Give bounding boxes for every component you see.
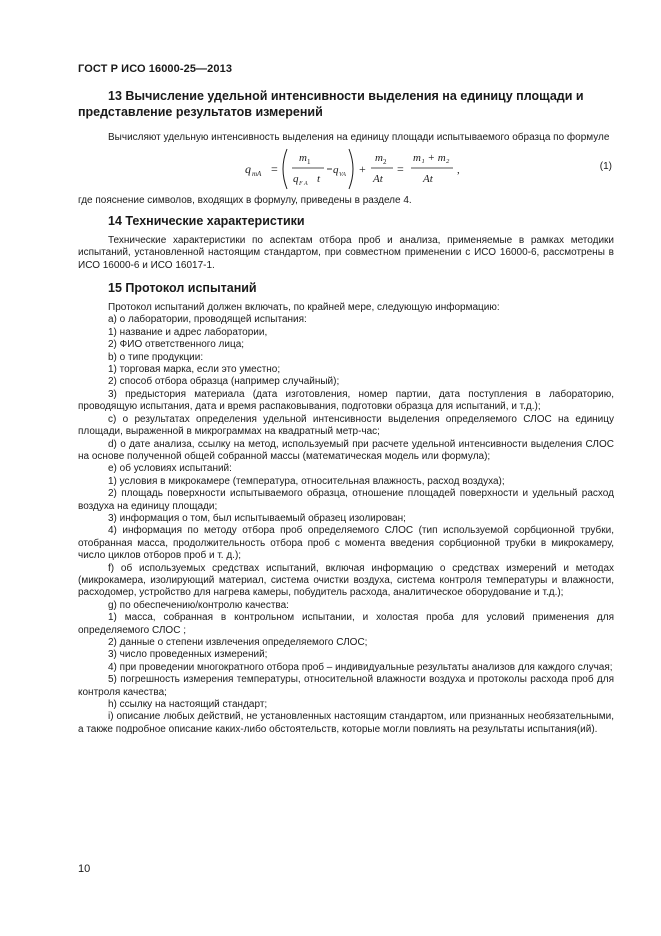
list-item: 1) условия в микрокамере (температура, относительная влажность, расход воздуха);	[108, 475, 505, 487]
list-item: f) об используемых средствах испытаний, включая информацию о средствах измерений и методах (микрокамера, изолирующий материал, система очистки воздуха, система контроля температуры и влажности, расходомер, устройство для нагрева камеры, побудитель расхода, аналитическое оборудование и т.д.);	[78, 562, 614, 599]
list-item: 3) число проведенных измерений;	[108, 649, 268, 661]
list-item: i) описание любых действий, не установленных настоящим стандартом, или признанных необязательными, а также подробное описание каких-либо обстоятельств, которые могли повлиять на результаты испытания(ий).	[78, 711, 614, 735]
formula-plus: +	[359, 162, 366, 177]
list-item: 1) масса, собранная в контрольном испытании, и холостая проба для условий применения для определяемого СЛОС ;	[78, 612, 614, 636]
list-item: 2) данные о степени извлечения определяемого СЛОС;	[108, 637, 368, 648]
section-14-text: Технические характеристики по аспектам отбора проб и анализа, применяемые в рамках методики испытаний, установленной настоящим стандартом, при совместном применении с ИСО 16000-6, рассмотрены в ИСО 16000-6 и ИСО 16017-1.	[78, 234, 614, 271]
formula-qfa-sub: F A	[299, 181, 308, 188]
list-item: 3) предыстория материала (дата изготовления, номер партии, дата поступления в лабораторию, проводящую испытания, дата и время распаковывания, подготовки образца для испытаний, и т.д.);	[78, 388, 614, 413]
formula-at-1: At	[373, 173, 383, 186]
formula-m2-sub: 2	[383, 158, 387, 167]
list-item: 4) при проведении многократного отбора проб – индивидуальные результаты анализов для каждого случая;	[108, 661, 613, 673]
formula-q: q	[245, 162, 251, 177]
formula-at-2: At	[423, 173, 433, 186]
formula-right-paren	[349, 149, 353, 189]
formula-m1: m	[299, 152, 307, 165]
list-item: d) о дате анализа, ссылку на метод, используемый при расчете удельной интенсивности выделения СЛОС на основе полученной общей собранной массы (математическая модель или формула);	[78, 438, 614, 462]
formula-t: t	[317, 173, 321, 186]
list-item: 1) название и адрес лаборатории,	[108, 326, 268, 338]
formula-1	[243, 147, 543, 191]
section-15-number: 15	[108, 281, 122, 296]
list-item: g) по обеспечению/контролю качества:	[108, 599, 289, 611]
section-14-number: 14	[108, 213, 122, 228]
section-15-title	[78, 280, 614, 296]
list-item: 1) торговая марка, если это уместно;	[108, 364, 281, 376]
formula-qfa: q	[293, 173, 299, 186]
list-item: 5) погрешность измерения температуры, относительной влажности воздуха и протоколы расхода проб для контроля качества;	[78, 674, 614, 698]
formula-equals-2: =	[397, 162, 404, 177]
protocol-list	[78, 302, 614, 736]
section-13-number: 13	[108, 89, 122, 103]
formula-equals: =	[271, 162, 278, 177]
section-14-title-text: Технические характеристики	[125, 213, 305, 228]
formula-sum-numerator: m₁ + m₂	[413, 152, 450, 165]
formula-comma: ,	[457, 164, 460, 177]
formula-qva-sub: VA	[339, 172, 346, 179]
standard-header: ГОСТ Р ИСО 16000-25—2013	[78, 63, 233, 75]
formula-number: (1)	[599, 161, 612, 173]
formula-left-paren	[283, 149, 287, 189]
list-item: 2) ФИО ответственного лица;	[108, 339, 245, 351]
list-item: Протокол испытаний должен включать, по крайней мере, следующую информацию:	[108, 302, 500, 314]
formula-qva: q	[333, 164, 339, 177]
list-item: 3) информация о том, был испытываемый образец изолирован;	[108, 512, 406, 524]
list-item: 2) площадь поверхности испытываемого образца, отношение площадей поверхности и удельный расход воздуха на единицу площади;	[78, 488, 614, 512]
section-15-title-text: Протокол испытаний	[125, 281, 257, 296]
section-13-title-text: Вычисление удельной интенсивности выделения на единицу площади и представление результатов измерений	[78, 89, 584, 119]
list-item: h) ссылку на настоящий стандарт;	[108, 699, 268, 711]
list-item: c) о результатах определения удельной интенсивности выделения определяемого СЛОС на единицу площади, выраженной в микрограммах на квадратный метр-час;	[78, 413, 614, 438]
list-item: 4) информация по методу отбора проб определяемого СЛОС (тип используемой сорбционной трубки, отобранная масса, продолжительность отбора проб с момента введения сорбционной трубки в микрокамеру, число циклов отборов проб и т. д.);	[78, 525, 614, 562]
list-item: b) о типе продукции:	[108, 351, 204, 363]
list-item: 2) способ отбора образца (например случайный);	[108, 376, 340, 388]
page-number: 10	[78, 863, 91, 875]
section-13-explain: где пояснение символов, входящих в формулу, приведены в разделе 4.	[78, 195, 412, 207]
section-13-title	[78, 88, 614, 120]
list-item: e) об условиях испытаний:	[108, 463, 232, 475]
section-13-intro: Вычисляют удельную интенсивность выделения на единицу площади испытываемого образца по формуле	[108, 132, 610, 143]
page-content	[78, 88, 614, 736]
list-item: а) о лаборатории, проводящей испытания:	[108, 314, 307, 326]
section-14-title	[78, 213, 614, 229]
formula-m1-sub: 1	[307, 158, 311, 167]
formula-q-sub: mA	[252, 170, 262, 179]
formula-m2: m	[375, 152, 383, 165]
formula-block	[78, 147, 614, 191]
